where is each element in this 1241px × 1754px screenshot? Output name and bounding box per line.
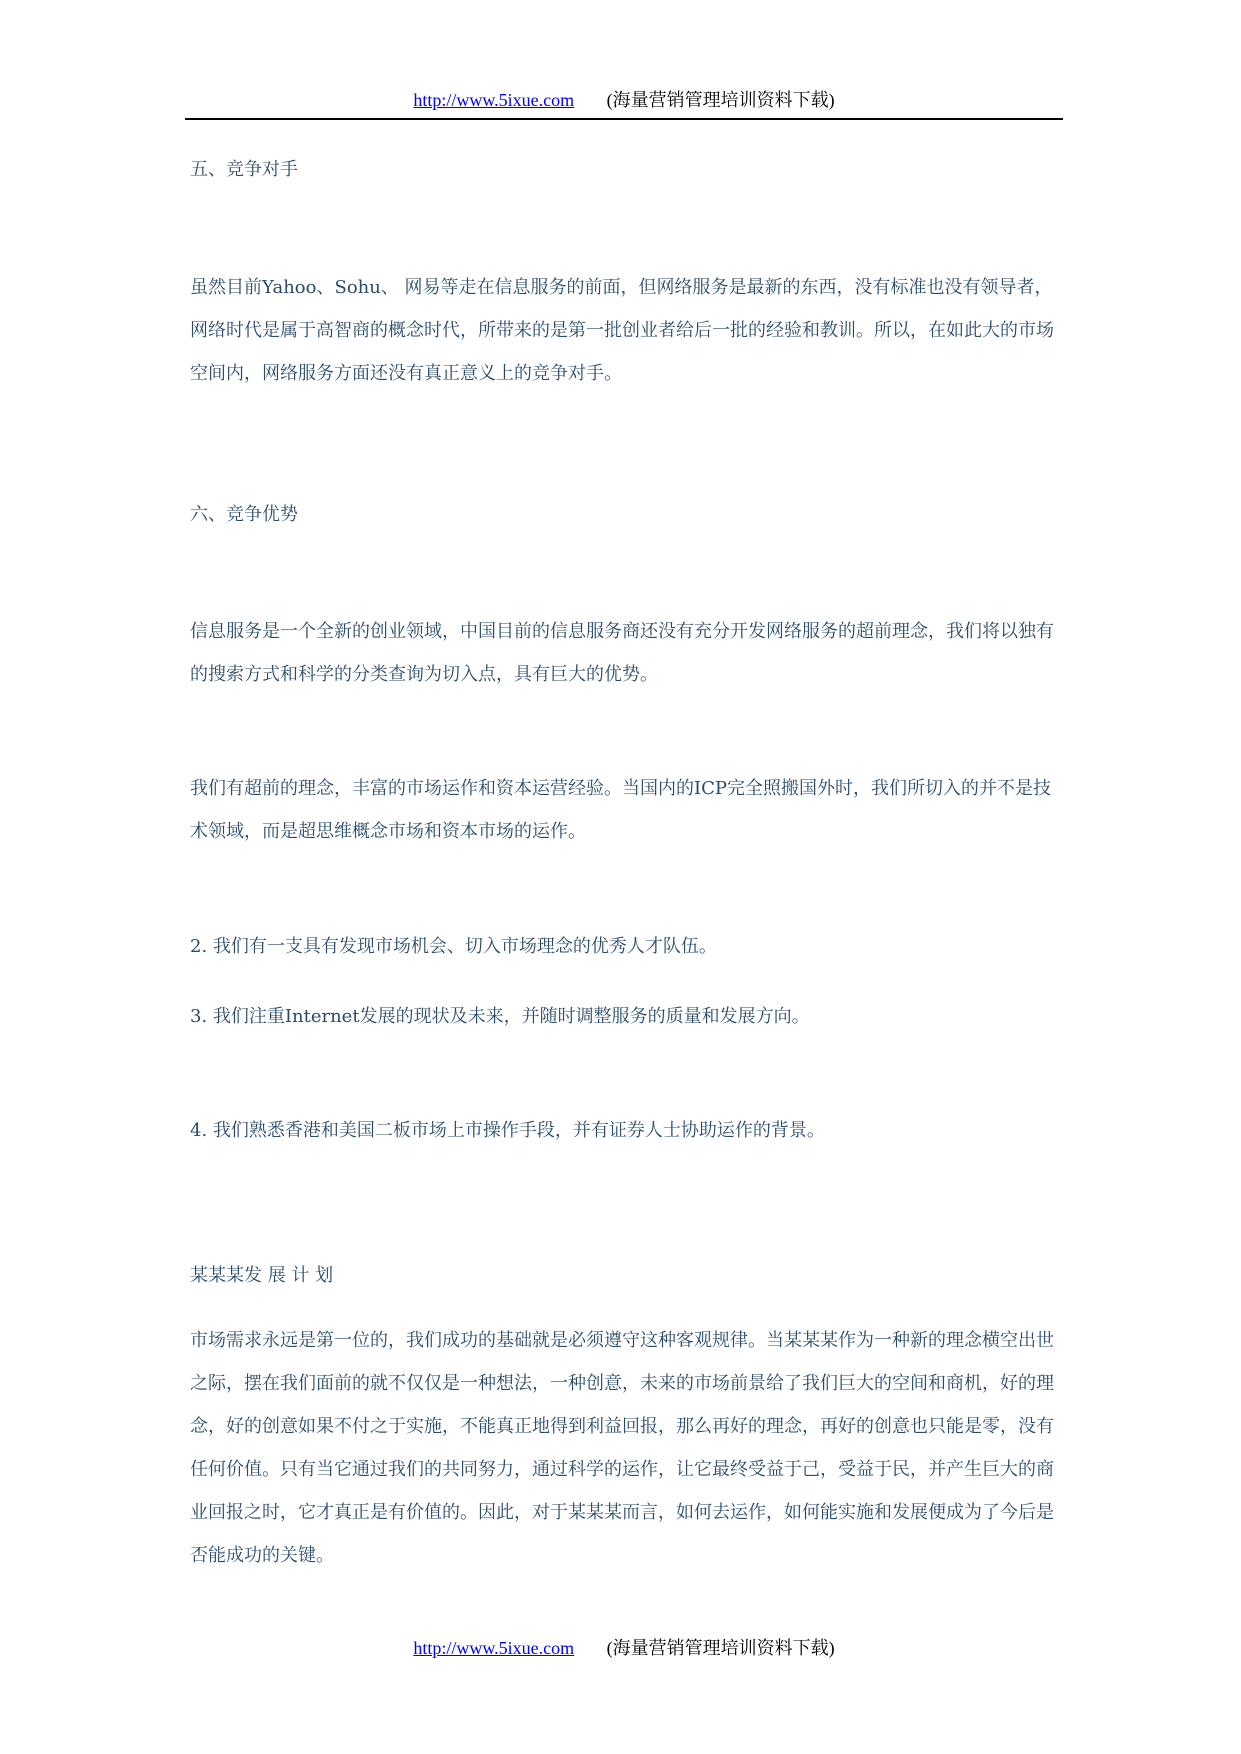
- section-six-paragraph-2: 我们有超前的理念，丰富的市场运作和资本运营经验。当国内的ICP完全照搬国外时，我们所切入的并不是技术领域，而是超思维概念市场和资本市场的运作。: [190, 778, 1051, 842]
- page-footer: [185, 1636, 1063, 1664]
- header-note: (海量营销管理培训资料下载): [606, 90, 835, 110]
- section-five-title: 五、竞争对手: [190, 159, 298, 180]
- section-five-paragraph: 虽然目前Yahoo、Sohu、 网易等走在信息服务的前面，但网络服务是最新的东西，没有标准也没有领导者，网络时代是属于高智商的概念时代，所带来的是第一批创业者给后一批的经验和教训。所以，在如此大的市场空间内，网络服务方面还没有真正意义上的竞争对手。: [190, 277, 1054, 384]
- section-six-paragraph-1: 信息服务是一个全新的创业领域，中国目前的信息服务商还没有充分开发网络服务的超前理念，我们将以独有的搜索方式和科学的分类查询为切入点，具有巨大的优势。: [190, 621, 1054, 685]
- plan-title: 某某某发 展 计 划: [190, 1265, 334, 1286]
- advantage-item-3: 3. 我们注重Internet发展的现状及未来，并随时调整服务的质量和发展方向。: [190, 1006, 810, 1027]
- footer-note: (海量营销管理培训资料下载): [606, 1638, 835, 1658]
- header-link[interactable]: http://www.5ixue.com: [413, 90, 575, 110]
- advantage-item-2: 2. 我们有一支具有发现市场机会、切入市场理念的优秀人才队伍。: [190, 936, 717, 957]
- section-six-title: 六、竞争优势: [190, 504, 298, 525]
- advantage-item-4: 4. 我们熟悉香港和美国二板市场上市操作手段，并有证券人士协助运作的背景。: [190, 1120, 825, 1141]
- page-header: [185, 88, 1063, 120]
- footer-link[interactable]: http://www.5ixue.com: [413, 1638, 575, 1658]
- plan-paragraph: 市场需求永远是第一位的，我们成功的基础就是必须遵守这种客观规律。当某某某作为一种新的理念横空出世之际，摆在我们面前的就不仅仅是一种想法，一种创意，未来的市场前景给了我们巨大的空间和商机，好的理念，好的创意如果不付之于实施，不能真正地得到利益回报，那么再好的理念，再好的创意也只能是零，没有任何价值。只有当它通过我们的共同努力，通过科学的运作，让它最终受益于己，受益于民，并产生巨大的商业回报之时，它才真正是有价值的。因此，对于某某某而言，如何去运作，如何能实施和发展便成为了今后是否能成功的关键。: [190, 1330, 1054, 1566]
